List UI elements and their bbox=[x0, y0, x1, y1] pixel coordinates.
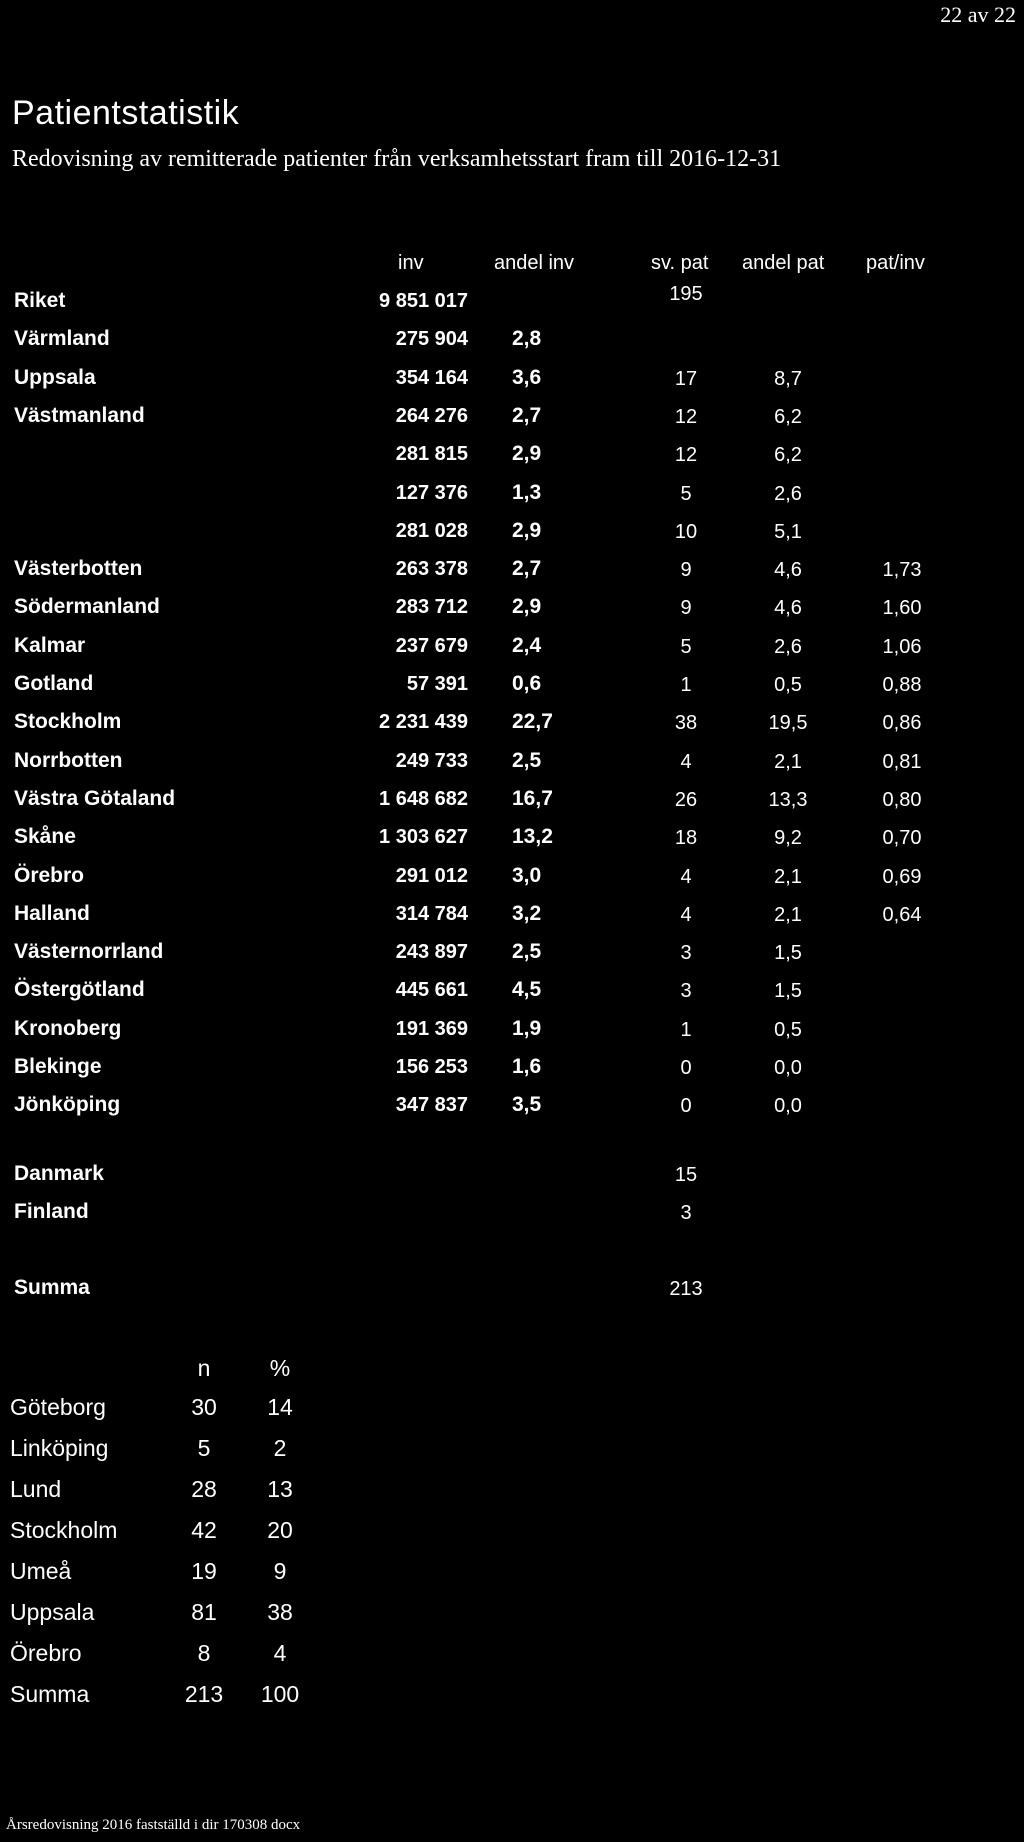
region-name: Blekinge bbox=[14, 1055, 102, 1078]
inv-value: 249 733 bbox=[395, 750, 468, 772]
summa-label: Summa bbox=[14, 1276, 90, 1299]
inv-value: 263 378 bbox=[395, 558, 468, 580]
andel-inv-value: 3,5 bbox=[512, 1093, 542, 1116]
inv-value: 2 231 439 bbox=[379, 711, 468, 733]
clinic-name: Lund bbox=[10, 1476, 62, 1502]
summa-value: 213 bbox=[669, 1278, 703, 1300]
page-subtitle: Redovisning av remitterade patienter från verksamhetsstart fram till 2016-12-31 bbox=[12, 146, 782, 172]
region-name: Kalmar bbox=[14, 634, 86, 657]
andel-inv-value: 1,3 bbox=[512, 481, 542, 504]
sv-pat-value: 5 bbox=[680, 636, 692, 658]
sv-pat-value: 3 bbox=[680, 980, 692, 1002]
inv-value: 283 712 bbox=[395, 596, 468, 618]
andel-inv-value: 2,9 bbox=[512, 595, 542, 618]
inv-value: 1 648 682 bbox=[379, 788, 468, 810]
inv-value: 445 661 bbox=[395, 979, 468, 1001]
andel-inv-value: 22,7 bbox=[512, 710, 553, 733]
region-name: Västra Götaland bbox=[14, 787, 176, 810]
inv-value: 281 815 bbox=[395, 443, 468, 465]
pat-inv-value: 0,69 bbox=[882, 866, 922, 888]
andel-pat-value: 4,6 bbox=[774, 597, 802, 619]
foreign-sv-pat: 3 bbox=[680, 1202, 692, 1224]
sv-pat-value: 9 bbox=[680, 597, 692, 619]
region-name: Skåne bbox=[14, 825, 76, 848]
inv-value: 9 851 017 bbox=[379, 290, 468, 312]
sv-pat-value: 4 bbox=[680, 866, 692, 888]
footer-text: Årsredovisning 2016 fastställd i dir 170308 docx bbox=[6, 1817, 301, 1833]
andel-pat-value: 4,6 bbox=[774, 559, 802, 581]
andel-inv-value: 2,9 bbox=[512, 442, 542, 465]
inv-value: 57 391 bbox=[406, 673, 468, 695]
sv-pat-value: 5 bbox=[680, 483, 692, 505]
sv-pat-value: 12 bbox=[674, 444, 698, 466]
clinic-pct: 14 bbox=[267, 1394, 293, 1420]
clinic-pct: 9 bbox=[273, 1558, 287, 1584]
clinic-header-n: n bbox=[197, 1355, 211, 1381]
page-number: 22 av 22 bbox=[940, 2, 1016, 27]
andel-inv-value: 2,4 bbox=[512, 634, 542, 657]
andel-inv-value: 13,2 bbox=[512, 825, 553, 848]
inv-value: 281 028 bbox=[395, 520, 468, 542]
pat-inv-value: 1,60 bbox=[882, 597, 922, 619]
andel-inv-value: 2,7 bbox=[512, 404, 542, 427]
sv-pat-value: 1 bbox=[680, 1019, 692, 1041]
inv-value: 275 904 bbox=[395, 328, 468, 350]
region-name: Jönköping bbox=[14, 1093, 121, 1116]
inv-value: 237 679 bbox=[395, 635, 468, 657]
andel-inv-value: 16,7 bbox=[512, 787, 553, 810]
inv-value: 1 303 627 bbox=[379, 826, 468, 848]
region-name: Örebro bbox=[14, 864, 85, 887]
andel-inv-value: 2,5 bbox=[512, 749, 542, 772]
clinic-pct: 13 bbox=[267, 1476, 293, 1502]
region-name: Halland bbox=[14, 902, 90, 925]
clinic-name: Göteborg bbox=[10, 1394, 106, 1420]
foreign-country: Finland bbox=[14, 1200, 89, 1223]
clinic-n: 42 bbox=[191, 1517, 217, 1543]
region-name: Värmland bbox=[14, 327, 110, 350]
andel-inv-value: 2,5 bbox=[512, 940, 542, 963]
region-name: Norrbotten bbox=[14, 749, 123, 772]
sv-pat-value: 195 bbox=[669, 283, 703, 305]
clinic-n: 213 bbox=[184, 1681, 224, 1707]
andel-pat-value: 2,1 bbox=[774, 866, 802, 888]
andel-pat-value: 2,6 bbox=[774, 483, 802, 505]
clinic-n: 81 bbox=[191, 1599, 217, 1625]
andel-pat-value: 0,0 bbox=[774, 1057, 802, 1079]
andel-pat-value: 19,5 bbox=[768, 712, 808, 734]
andel-pat-value: 13,3 bbox=[768, 789, 808, 811]
sv-pat-value: 3 bbox=[680, 942, 692, 964]
inv-value: 243 897 bbox=[395, 941, 468, 963]
sv-pat-value: 17 bbox=[674, 368, 698, 390]
inv-value: 354 164 bbox=[395, 367, 468, 389]
pat-inv-value: 0,81 bbox=[882, 751, 922, 773]
sv-pat-value: 18 bbox=[674, 827, 698, 849]
andel-inv-value: 2,8 bbox=[512, 327, 542, 350]
region-name: Stockholm bbox=[14, 710, 122, 733]
sv-pat-value: 1 bbox=[680, 674, 692, 696]
andel-inv-value: 0,6 bbox=[512, 672, 542, 695]
header-inv: inv bbox=[398, 252, 424, 274]
inv-value: 156 253 bbox=[395, 1056, 468, 1078]
andel-pat-value: 2,1 bbox=[774, 904, 802, 926]
sv-pat-value: 38 bbox=[674, 712, 698, 734]
clinic-n: 5 bbox=[197, 1435, 211, 1461]
andel-pat-value: 0,0 bbox=[774, 1095, 802, 1117]
pat-inv-value: 0,64 bbox=[882, 904, 922, 926]
andel-pat-value: 6,2 bbox=[774, 444, 802, 466]
clinic-name: Stockholm bbox=[10, 1517, 118, 1543]
region-name: Västmanland bbox=[14, 404, 145, 427]
andel-inv-value: 3,2 bbox=[512, 902, 542, 925]
clinic-header-pct: % bbox=[269, 1355, 291, 1381]
andel-pat-value: 0,5 bbox=[774, 674, 802, 696]
region-name: Östergötland bbox=[14, 978, 145, 1001]
sv-pat-value: 0 bbox=[680, 1095, 692, 1117]
pat-inv-value: 1,73 bbox=[882, 559, 922, 581]
andel-pat-value: 2,1 bbox=[774, 751, 802, 773]
andel-inv-value: 1,6 bbox=[512, 1055, 542, 1078]
sv-pat-value: 4 bbox=[680, 751, 692, 773]
pat-inv-value: 0,70 bbox=[882, 827, 922, 849]
sv-pat-value: 26 bbox=[674, 789, 698, 811]
andel-inv-value: 1,9 bbox=[512, 1017, 542, 1040]
header-sv-pat: sv. pat bbox=[651, 252, 709, 274]
andel-pat-value: 6,2 bbox=[774, 406, 802, 428]
page-title: Patientstatistik bbox=[12, 94, 240, 132]
inv-value: 127 376 bbox=[395, 482, 468, 504]
inv-value: 347 837 bbox=[395, 1094, 468, 1116]
pat-inv-value: 1,06 bbox=[882, 636, 922, 658]
andel-pat-value: 1,5 bbox=[774, 942, 802, 964]
andel-inv-value: 4,5 bbox=[512, 978, 542, 1001]
foreign-sv-pat: 15 bbox=[674, 1164, 698, 1186]
andel-pat-value: 1,5 bbox=[774, 980, 802, 1002]
clinic-name: Örebro bbox=[10, 1640, 82, 1666]
region-name: Riket bbox=[14, 289, 66, 312]
sv-pat-value: 10 bbox=[674, 521, 698, 543]
clinic-n: 19 bbox=[191, 1558, 217, 1584]
clinic-n: 30 bbox=[191, 1394, 217, 1420]
pat-inv-value: 0,80 bbox=[882, 789, 922, 811]
clinic-pct: 2 bbox=[273, 1435, 287, 1461]
clinic-pct: 20 bbox=[267, 1517, 293, 1543]
foreign-country: Danmark bbox=[14, 1162, 104, 1185]
inv-value: 191 369 bbox=[395, 1018, 468, 1040]
clinic-pct: 4 bbox=[273, 1640, 287, 1666]
inv-value: 314 784 bbox=[395, 903, 468, 925]
andel-inv-value: 3,0 bbox=[512, 864, 542, 887]
andel-inv-value: 2,7 bbox=[512, 557, 542, 580]
region-name: Västernorrland bbox=[14, 940, 164, 963]
andel-pat-value: 5,1 bbox=[774, 521, 802, 543]
header-andel-pat: andel pat bbox=[742, 252, 825, 274]
pat-inv-value: 0,86 bbox=[882, 712, 922, 734]
andel-pat-value: 8,7 bbox=[774, 368, 802, 390]
clinic-name: Umeå bbox=[10, 1558, 72, 1584]
clinic-name: Uppsala bbox=[10, 1599, 95, 1625]
clinic-n: 8 bbox=[197, 1640, 211, 1666]
andel-inv-value: 2,9 bbox=[512, 519, 542, 542]
region-name: Gotland bbox=[14, 672, 94, 695]
header-andel-inv: andel inv bbox=[494, 252, 575, 274]
region-name: Södermanland bbox=[14, 595, 160, 618]
andel-inv-value: 3,6 bbox=[512, 366, 542, 389]
inv-value: 291 012 bbox=[395, 865, 468, 887]
andel-pat-value: 2,6 bbox=[774, 636, 802, 658]
clinic-pct: 100 bbox=[260, 1681, 300, 1707]
clinic-n: 28 bbox=[191, 1476, 217, 1502]
pat-inv-value: 0,88 bbox=[882, 674, 922, 696]
clinic-name: Linköping bbox=[10, 1435, 109, 1461]
region-name: Kronoberg bbox=[14, 1017, 122, 1040]
clinic-name: Summa bbox=[10, 1681, 90, 1707]
clinic-pct: 38 bbox=[267, 1599, 293, 1625]
inv-value: 264 276 bbox=[395, 405, 468, 427]
andel-pat-value: 9,2 bbox=[774, 827, 802, 849]
sv-pat-value: 12 bbox=[674, 406, 698, 428]
header-pat-inv: pat/inv bbox=[866, 252, 925, 274]
sv-pat-value: 4 bbox=[680, 904, 692, 926]
andel-pat-value: 0,5 bbox=[774, 1019, 802, 1041]
region-name: Västerbotten bbox=[14, 557, 143, 580]
sv-pat-value: 9 bbox=[680, 559, 692, 581]
region-name: Uppsala bbox=[14, 366, 96, 389]
sv-pat-value: 0 bbox=[680, 1057, 692, 1079]
